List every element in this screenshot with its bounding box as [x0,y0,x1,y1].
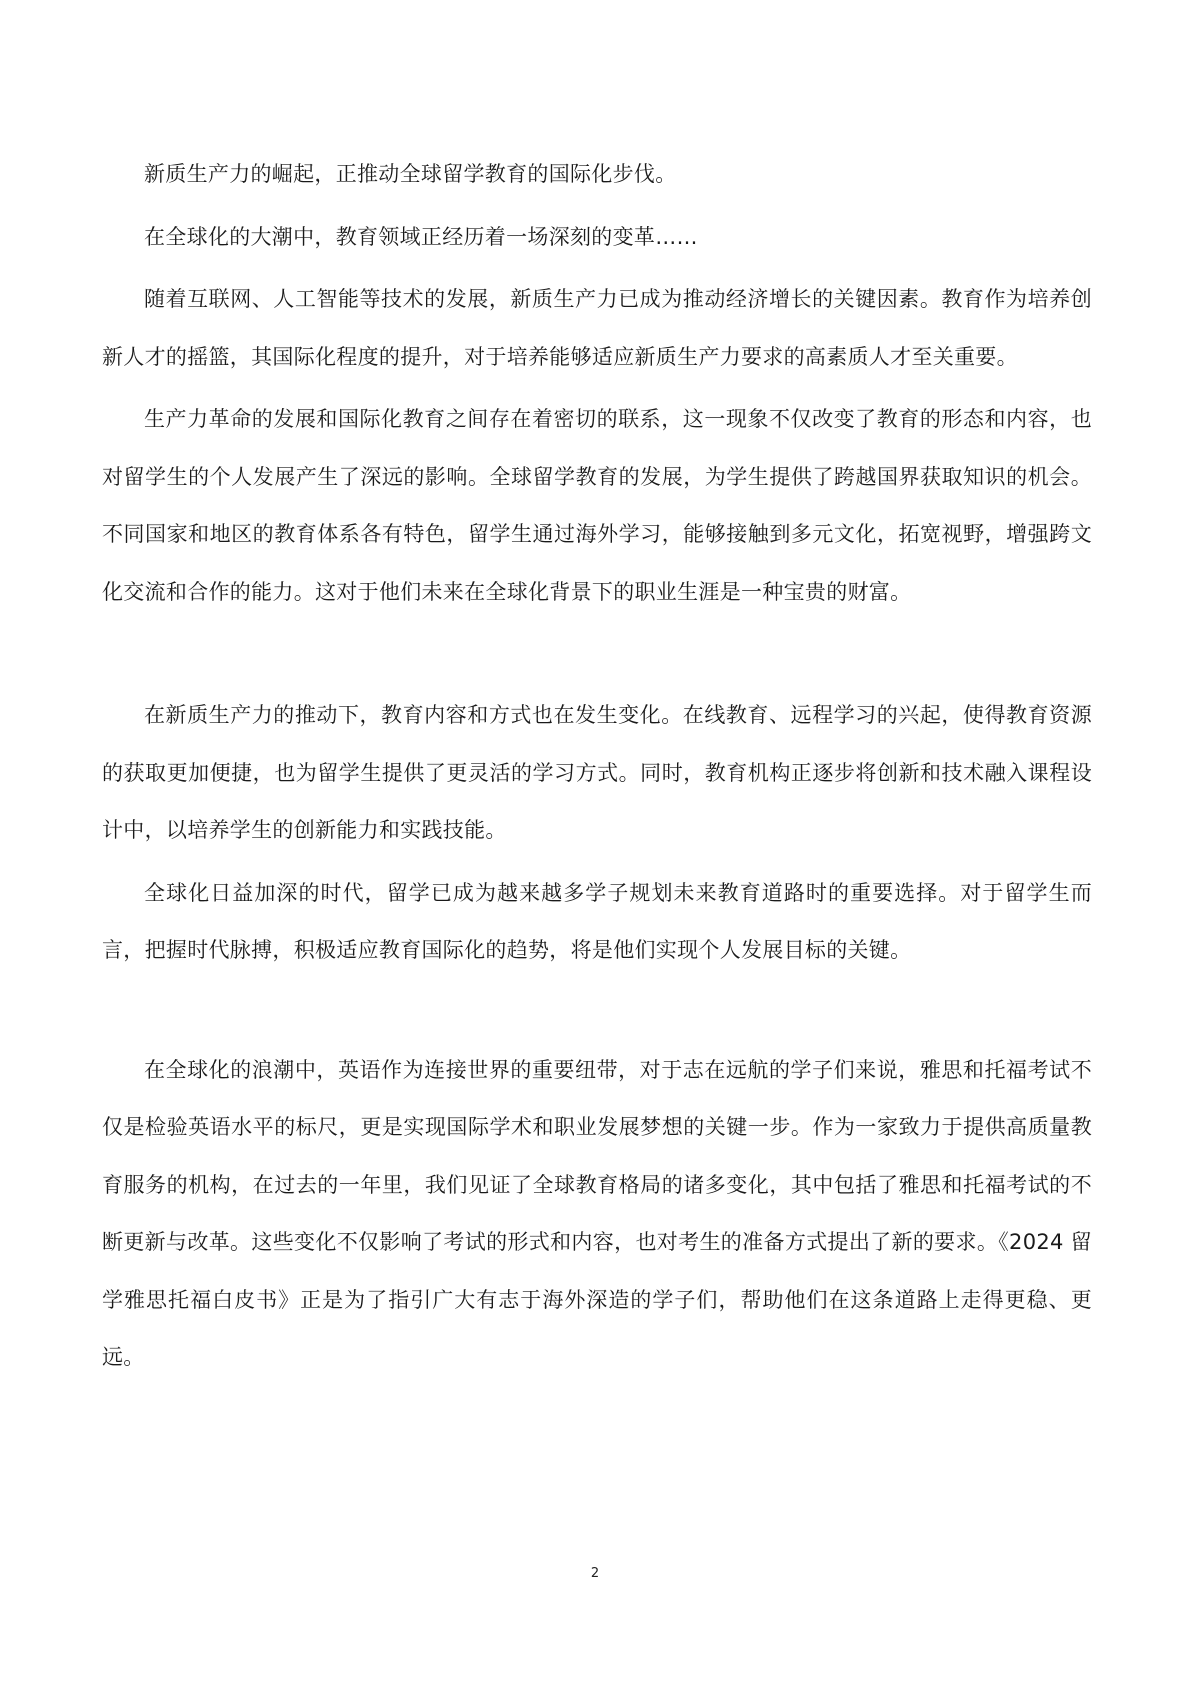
paragraph-productivity-revolution: 生产力革命的发展和国际化教育之间存在着密切的联系，这一现象不仅改变了教育的形态和内容，也对留学生的个人发展产生了深远的影响。全球留学教育的发展，为学生提供了跨越国界获取知识的机会。不同国家和地区的教育体系各有特色，留学生通过海外学习，能够接触到多元文化，拓宽视野，增强跨文化交流和合作的能力。这对于他们未来在全球化背景下的职业生涯是一种宝贵的财富。 [102,407,1092,604]
paragraph-technology: 随着互联网、人工智能等技术的发展，新质生产力已成为推动经济增长的关键因素。教育作为培养创新人才的摇篮，其国际化程度的提升，对于培养能够适应新质生产力要求的高素质人才至关重要。 [102,287,1092,369]
page-number: 2 [590,1566,600,1581]
document-body [102,146,1092,1387]
paragraph-online-education: 在新质生产力的推动下，教育内容和方式也在发生变化。在线教育、远程学习的兴起，使得教育资源的获取更加便捷，也为留学生提供了更灵活的学习方式。同时，教育机构正逐步将创新和技术融入课程设计中，以培养学生的创新能力和实践技能。 [102,703,1092,842]
paragraph-globalization: 在全球化的大潮中，教育领域正经历着一场深刻的变革…… [144,224,698,249]
paragraph-study-abroad-choice: 全球化日益加深的时代，留学已成为越来越多学子规划未来教育道路时的重要选择。对于留学生而言，把握时代脉搏，积极适应教育国际化的趋势，将是他们实现个人发展目标的关键。 [102,880,1092,962]
paragraph-intro: 新质生产力的崛起，正推动全球留学教育的国际化步伐。 [144,162,677,186]
paragraph-ielts-toefl: 在全球化的浪潮中，英语作为连接世界的重要纽带，对于志在远航的学子们来说，雅思和托福考试不仅是检验英语水平的标尺，更是实现国际学术和职业发展梦想的关键一步。作为一家致力于提供高质量教育服务的机构，在过去的一年里，我们见证了全球教育格局的诸多变化，其中包括了雅思和托福考试的不断更新与改革。这些变化不仅影响了考试的形式和内容，也对考生的准备方式提出了新的要求。《2024 留学雅思托福白皮书》正是为了指引广大有志于海外深造的学子们，帮助他们在这条道路上走得更稳、更远。 [102,1057,1092,1369]
